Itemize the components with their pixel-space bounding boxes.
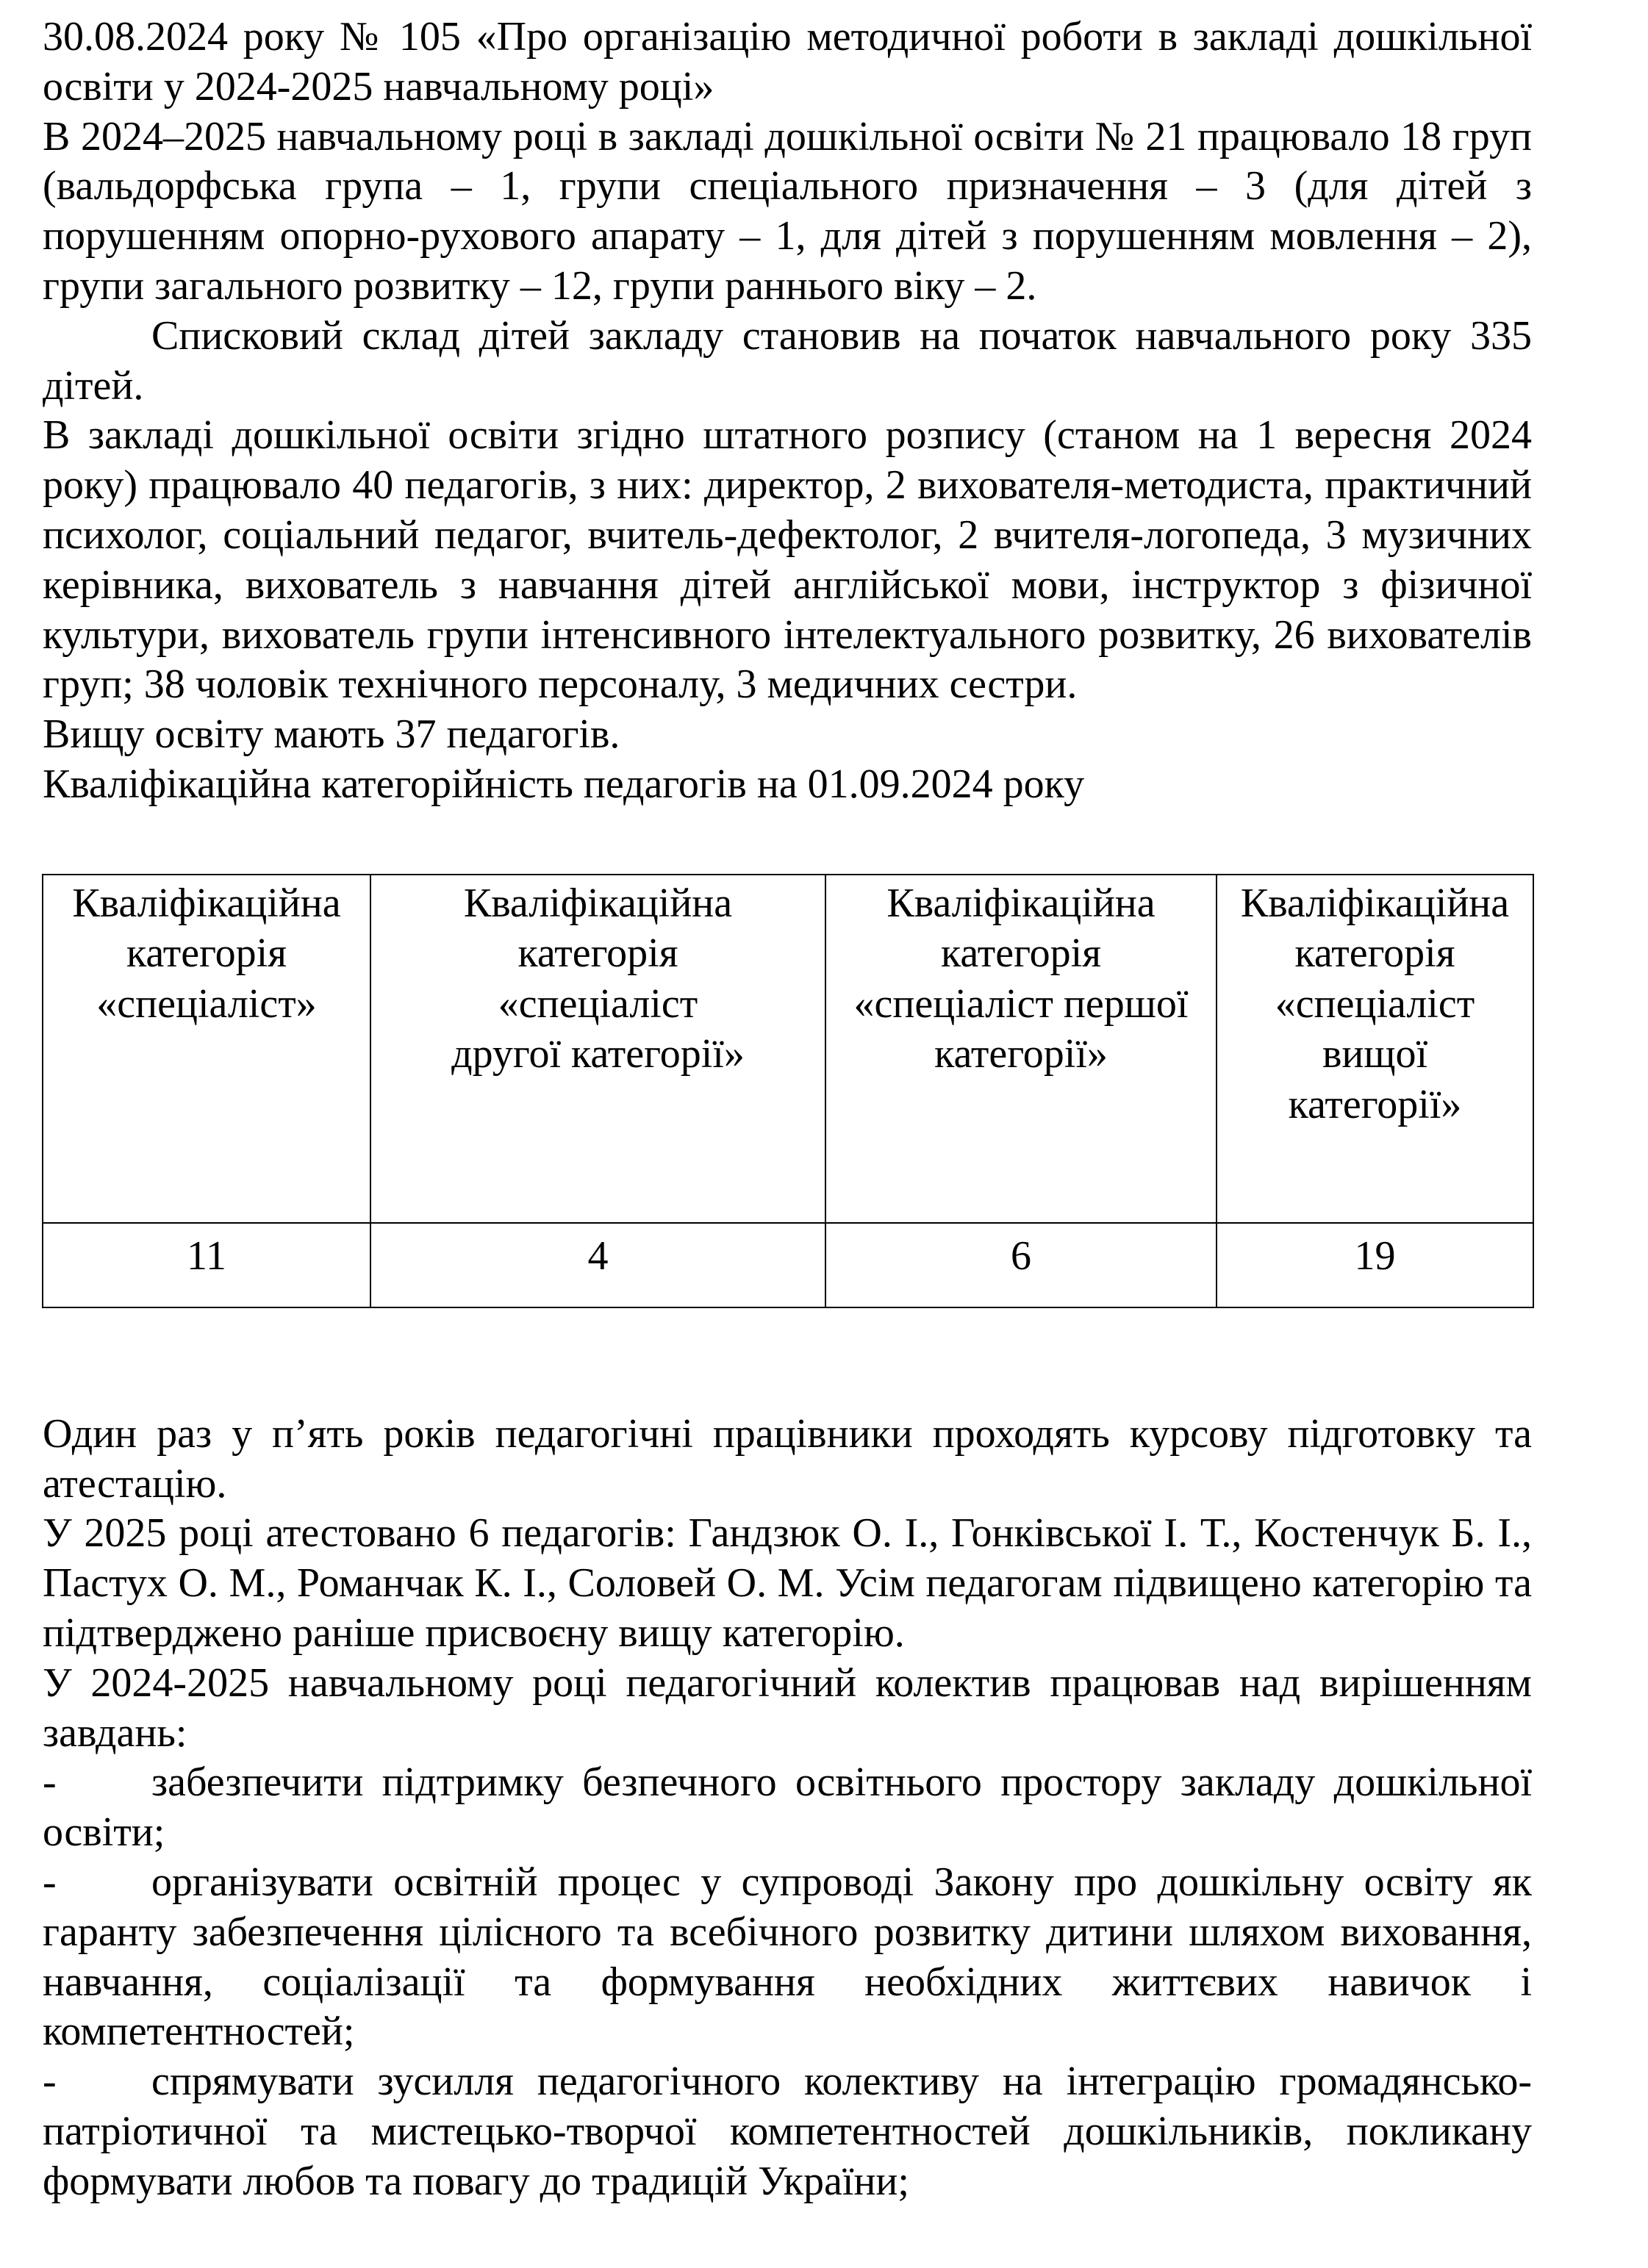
value-cell-second-category: 4 xyxy=(370,1223,825,1307)
dash-bullet-icon: - xyxy=(43,2059,57,2105)
header-line: «спеціаліст першої xyxy=(853,980,1189,1027)
header-line: вищої xyxy=(1322,1031,1428,1077)
header-line: «спеціаліст xyxy=(1275,980,1475,1027)
attestation-section xyxy=(43,1410,1532,2207)
table-caption: Кваліфікаційна категорійність педагогів на 01.09.2024 року xyxy=(43,761,1085,807)
value-cell-first-category: 6 xyxy=(825,1223,1217,1307)
task-list-item xyxy=(43,2057,1532,2206)
header-cell-highest-category xyxy=(1217,875,1533,1223)
groups-paragraph: В 2024–2025 навчальному році в закладі дошкільної освіти № 21 працювало 18 груп (вальдорфська група – 1, групи спеціального призначення – 3 (для дітей з порушенням опорно-рухового апарату – 1, для дітей з порушенням мовлення – 2), групи загального розвитку – 12, групи раннього віку – 2. xyxy=(43,113,1532,309)
document-page xyxy=(43,12,1532,2207)
children-paragraph: Списковий склад дітей закладу становив на початок навчального року 335 дітей. xyxy=(43,312,1532,409)
header-line: «спеціаліст» xyxy=(96,980,317,1027)
header-line: «спеціаліст xyxy=(498,980,698,1027)
table-header-row xyxy=(43,875,1533,1223)
header-line: Кваліфікаційна xyxy=(886,880,1156,926)
header-line: категорія xyxy=(126,930,287,977)
value-cell-specialist: 11 xyxy=(43,1223,370,1307)
header-line: категорія xyxy=(1294,930,1455,977)
task-text: спрямувати зусилля педагогічного колективу на інтеграцію громадянсько-патріотичної та мистецько-творчої компетентностей дошкільників, покликану формувати любов та повагу до традицій України; xyxy=(43,2059,1532,2204)
header-line: категорії» xyxy=(934,1031,1108,1077)
higher-education-paragraph: Вищу освіту мають 37 педагогів. xyxy=(43,711,620,758)
task-list-item xyxy=(43,1858,1532,2057)
intro-paragraph: 30.08.2024 року № 105 «Про організацію методичної роботи в закладі дошкільної освіти у 2024-2025 навчальному році» xyxy=(43,14,1532,110)
header-cell-first-category xyxy=(825,875,1217,1223)
header-cell-specialist xyxy=(43,875,370,1223)
task-text: організувати освітній процес у супроводі Закону про дошкільну освіту як гаранту забезпечення цілісного та всебічного розвитку дитини шляхом виховання, навчання, соціалізації та формування необхідних життєвих навичок і компетентностей; xyxy=(43,1859,1532,2055)
header-line: категорія xyxy=(517,930,678,977)
task-list-item xyxy=(43,1758,1532,1858)
tasks-intro-paragraph: У 2024-2025 навчальному році педагогічний колектив працював над вирішенням завдань: xyxy=(43,1659,1532,1756)
qualification-table-wrapper xyxy=(42,874,1532,1308)
header-line: категорії» xyxy=(1288,1081,1462,1127)
header-line: Кваліфікаційна xyxy=(463,880,733,926)
qualification-table xyxy=(42,874,1534,1308)
courses-paragraph: Один раз у п’ять років педагогічні працівники проходять курсову підготовку та атестацію. xyxy=(43,1410,1532,1507)
header-line: Кваліфікаційна xyxy=(1240,880,1510,926)
dash-bullet-icon: - xyxy=(43,1759,57,1806)
attested-paragraph: У 2025 році атестовано 6 педагогів: Гандзюк О. І., Гонківської І. Т., Костенчук Б. І., Пастух О. М., Романчак К. І., Соловей О. М. Усім педагогам підвищено категорію та підтверджено раніше присвоєну вищу категорію. xyxy=(43,1510,1532,1656)
header-cell-second-category xyxy=(370,875,825,1223)
value-cell-highest-category: 19 xyxy=(1217,1223,1533,1307)
header-line: другої категорії» xyxy=(451,1031,745,1077)
task-text: забезпечити підтримку безпечного освітнього простору закладу дошкільної освіти; xyxy=(43,1759,1532,1856)
table-values-row xyxy=(43,1223,1533,1307)
dash-bullet-icon: - xyxy=(43,1859,57,1905)
staff-paragraph: В закладі дошкільної освіти згідно штатного розпису (станом на 1 вересня 2024 року) працювало 40 педагогів, з них: директор, 2 вихователя-методиста, практичний психолог, соціальний педагог, вчитель-дефектолог, 2 вчителя-логопеда, 3 музичних керівника, вихователь з навчання дітей англійської мови, інструктор з фізичної культури, вихователь групи інтенсивного інтелектуального розвитку, 26 вихователів груп; 38 чоловік технічного персоналу, 3 медичних сестри. xyxy=(43,412,1532,708)
header-line: Кваліфікаційна xyxy=(72,880,341,926)
header-line: категорія xyxy=(941,930,1101,977)
